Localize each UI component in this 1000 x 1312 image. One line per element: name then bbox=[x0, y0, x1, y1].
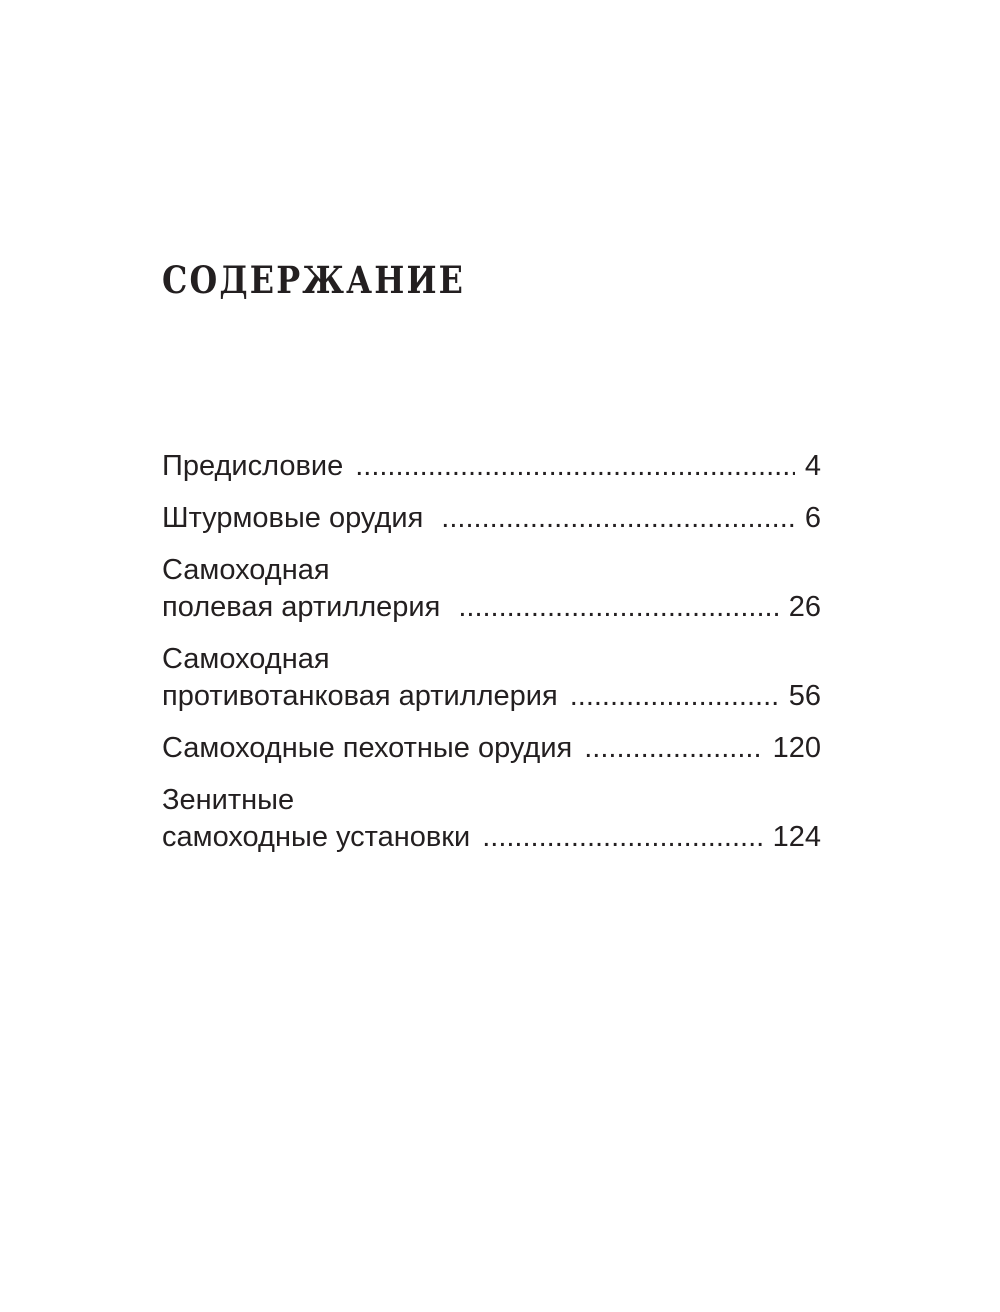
toc-entry-line bbox=[162, 819, 821, 856]
toc-entry-field-artillery[interactable] bbox=[162, 552, 821, 626]
toc-entry-assault-guns[interactable] bbox=[162, 500, 821, 537]
toc-entry-line bbox=[162, 782, 821, 819]
dot-leader bbox=[458, 589, 778, 626]
toc-entry-antitank-artillery[interactable] bbox=[162, 641, 821, 715]
toc-entry-line bbox=[162, 678, 821, 715]
toc-entry-title-line-2: полевая артиллерия bbox=[162, 591, 441, 623]
toc-entry-page-number: 6 bbox=[804, 502, 821, 534]
toc-entry-title: Штурмовые орудия bbox=[162, 502, 424, 534]
toc-entry-infantry-guns[interactable] bbox=[162, 730, 821, 767]
toc-entry-line bbox=[162, 448, 821, 485]
toc-entry-antiaircraft-mounts[interactable] bbox=[162, 782, 821, 856]
toc-entry-title-line-1: Самоходная bbox=[162, 643, 330, 675]
toc-entry-title: Самоходные пехотные орудия bbox=[162, 732, 573, 764]
toc-entry-line bbox=[162, 641, 821, 678]
toc-entry-line bbox=[162, 730, 821, 767]
toc-entry-line bbox=[162, 500, 821, 537]
table-of-contents bbox=[162, 448, 821, 871]
toc-entry-page-number: 120 bbox=[772, 732, 821, 764]
toc-entry-page-number: 26 bbox=[788, 591, 821, 623]
toc-entry-title-line-1: Зенитные bbox=[162, 784, 295, 816]
toc-entry-page-number: 124 bbox=[772, 821, 821, 853]
toc-entry-page-number: 4 bbox=[804, 450, 821, 482]
dot-leader bbox=[482, 819, 762, 856]
toc-entry-page-number: 56 bbox=[788, 680, 821, 712]
page-title: СОДЕРЖАНИЕ bbox=[162, 258, 466, 302]
toc-entry-title-line-2: самоходные установки bbox=[162, 821, 471, 853]
toc-entry-title: Предисловие bbox=[162, 450, 344, 482]
dot-leader bbox=[441, 500, 795, 537]
dot-leader bbox=[570, 678, 779, 715]
toc-entry-preface[interactable] bbox=[162, 448, 821, 485]
toc-entry-title-line-2: противотанковая артиллерия bbox=[162, 680, 558, 712]
toc-entry-line bbox=[162, 552, 821, 589]
toc-entry-title-line-1: Самоходная bbox=[162, 554, 330, 586]
dot-leader bbox=[355, 448, 795, 485]
dot-leader bbox=[584, 730, 762, 767]
toc-entry-line bbox=[162, 589, 821, 626]
